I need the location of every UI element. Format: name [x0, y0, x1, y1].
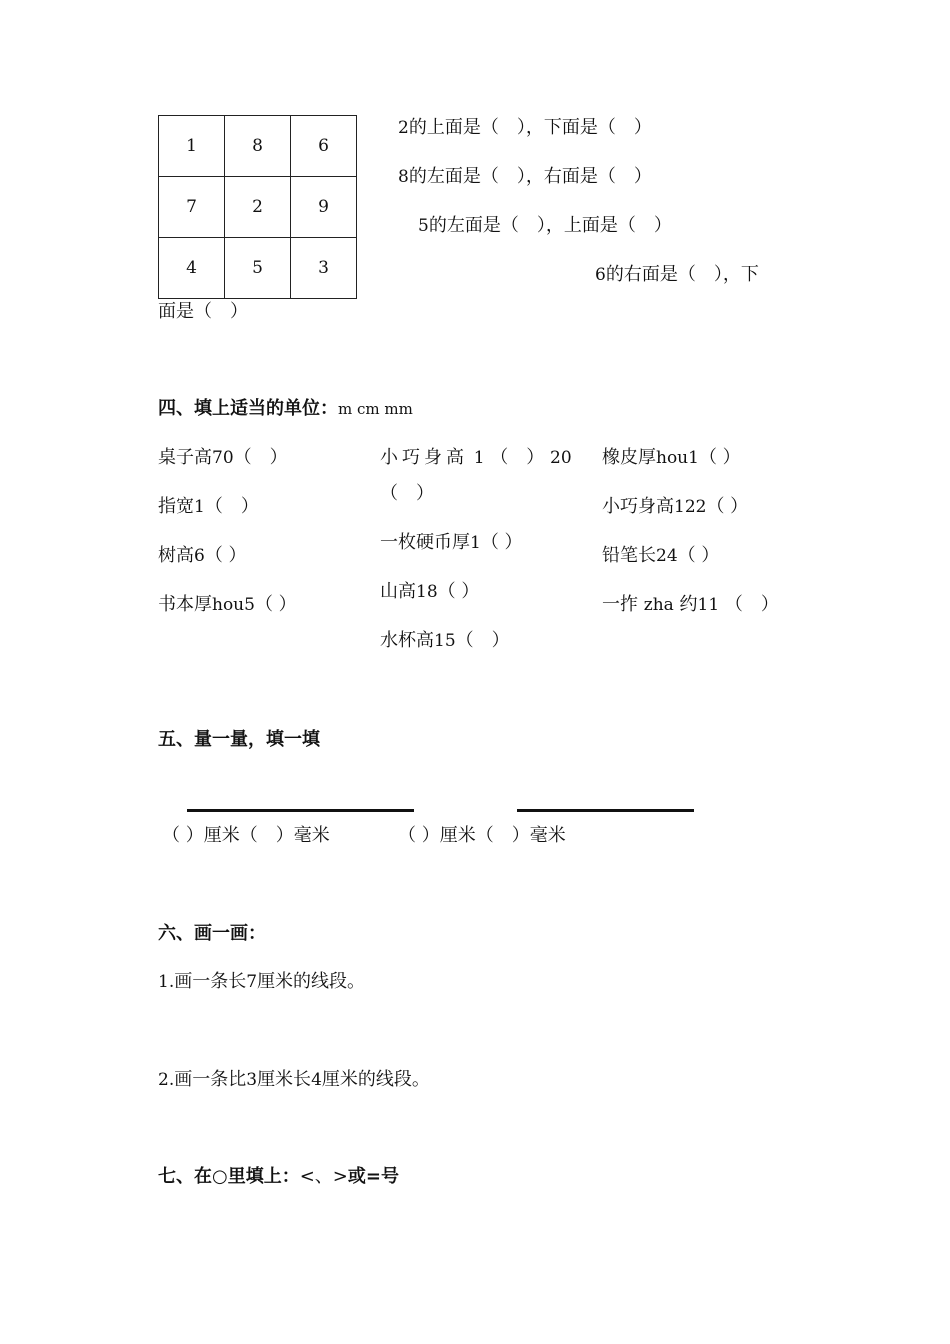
grid-row [159, 238, 357, 299]
answer-blank: （ ） [698, 447, 741, 468]
item-text: 厘米长 [257, 1069, 312, 1090]
item-label: 树高 [158, 545, 194, 566]
answer-blank: （ ） [204, 545, 247, 566]
unit-item [602, 547, 719, 565]
grid-row [159, 116, 357, 177]
item-value: 1 [473, 448, 485, 468]
item-value: 4 [311, 1070, 322, 1090]
grid-question-1 [398, 119, 652, 137]
item-value: 70 [212, 448, 234, 468]
unit-item [158, 596, 297, 614]
grid-cell: 2 [225, 177, 291, 238]
answer-blank: （ ） [254, 594, 297, 615]
item-label: 山高 [380, 581, 416, 602]
item-label: 一枚硬币厚 [380, 532, 470, 553]
answer-blank: （ ） [677, 545, 720, 566]
unit-item [158, 498, 259, 516]
item-value: 122 [674, 497, 707, 517]
answer-blank: （ ） [724, 594, 779, 615]
grid-question-4-continuation: 面是（ ） [158, 301, 248, 322]
unit-item [602, 449, 741, 467]
item-number: 1. [158, 972, 175, 992]
item-text: 画一条长 [174, 971, 247, 992]
answer-blank: （ ） [480, 532, 523, 553]
section-5-title: 五、量一量，填一填 [158, 729, 320, 750]
item-value: 15 [434, 631, 456, 651]
answer-blank: （ ） [233, 447, 288, 468]
item-label: 一拃 [602, 594, 638, 615]
item-number: 2. [158, 1070, 175, 1090]
item-label: 水杯高 [380, 630, 434, 651]
item-value: 3 [246, 1070, 258, 1090]
question-text: 的上面是（ ），下面是（ ） [408, 117, 652, 138]
section-4-title [158, 400, 413, 418]
number-grid [158, 115, 357, 299]
grid-cell: 5 [225, 238, 291, 299]
unit-item [158, 547, 247, 565]
section-6-title: 六、画一画： [158, 923, 266, 944]
section-title-text: 七、在○里填上： [158, 1166, 300, 1187]
item-value: 24 [656, 546, 678, 566]
measure-answer-1: （ ）厘米（ ）毫米 [162, 825, 330, 846]
measure-line-2 [517, 809, 694, 812]
grid-question-4 [595, 266, 759, 284]
item-label: 橡皮厚 [602, 447, 656, 468]
section-7-title [158, 1168, 399, 1186]
unit-list: m cm mm [338, 400, 413, 418]
grid-cell: 7 [159, 177, 225, 238]
item-label-2: 约 [679, 594, 698, 615]
item-text: 画一条比 [174, 1069, 247, 1090]
unit-item [602, 596, 779, 614]
grid-cell: 6 [291, 116, 357, 177]
item-label: 小巧身高 [380, 447, 468, 468]
answer-blank: （ ） [204, 496, 259, 517]
item-value: 11 [697, 595, 720, 615]
item-value: hou1 [656, 448, 699, 468]
answer-blank: （ ） [706, 496, 749, 517]
draw-item-1 [158, 973, 365, 991]
question-text: 的右面是（ ），下 [605, 264, 759, 285]
measure-line-1 [187, 809, 414, 812]
unit-item [380, 632, 510, 650]
grid-cell: 3 [291, 238, 357, 299]
item-value: 18 [416, 582, 438, 602]
item-label: 书本厚 [158, 594, 212, 615]
item-label: 指宽 [158, 496, 194, 517]
unit-item [158, 449, 288, 467]
item-value: 6 [194, 546, 205, 566]
question-number: 6 [595, 265, 606, 285]
question-text: 的左面是（ ），右面是（ ） [408, 166, 652, 187]
unit-item [380, 449, 572, 467]
item-pinyin: zha [643, 595, 674, 615]
section-title-tail: 或=号 [347, 1166, 399, 1187]
item-label: 铅笔长 [602, 545, 656, 566]
grid-cell: 9 [291, 177, 357, 238]
answer-blank: （ ） [455, 630, 510, 651]
question-number: 5 [418, 216, 429, 236]
unit-item [380, 534, 523, 552]
grid-cell: 4 [159, 238, 225, 299]
item-value: 1 [194, 497, 205, 517]
grid-question-3 [418, 217, 672, 235]
unit-item [602, 498, 748, 516]
draw-item-2 [158, 1071, 430, 1089]
item-value: hou5 [212, 595, 255, 615]
section-title-text: 四、填上适当的单位： [158, 398, 338, 419]
item-text: 厘米的线段。 [257, 971, 366, 992]
question-text: 的左面是（ ），上面是（ ） [428, 215, 672, 236]
item-text: 厘米的线段。 [321, 1069, 430, 1090]
item-value-2: 20 [550, 448, 572, 468]
grid-question-2 [398, 168, 652, 186]
item-value: 1 [470, 533, 481, 553]
question-number: 2 [398, 118, 409, 138]
measure-answer-2: （ ）厘米（ ）毫米 [398, 825, 566, 846]
grid-cell: 8 [225, 116, 291, 177]
item-label: 桌子高 [158, 447, 212, 468]
question-number: 8 [398, 167, 409, 187]
item-label: 小巧身高 [602, 496, 674, 517]
grid-cell: 1 [159, 116, 225, 177]
answer-blank: （ ） [490, 447, 545, 468]
answer-blank-2: （ ） [380, 483, 434, 504]
item-value: 7 [246, 972, 258, 992]
grid-row [159, 177, 357, 238]
comparison-signs: <、> [299, 1166, 348, 1187]
unit-item [380, 583, 479, 601]
answer-blank: （ ） [437, 581, 480, 602]
